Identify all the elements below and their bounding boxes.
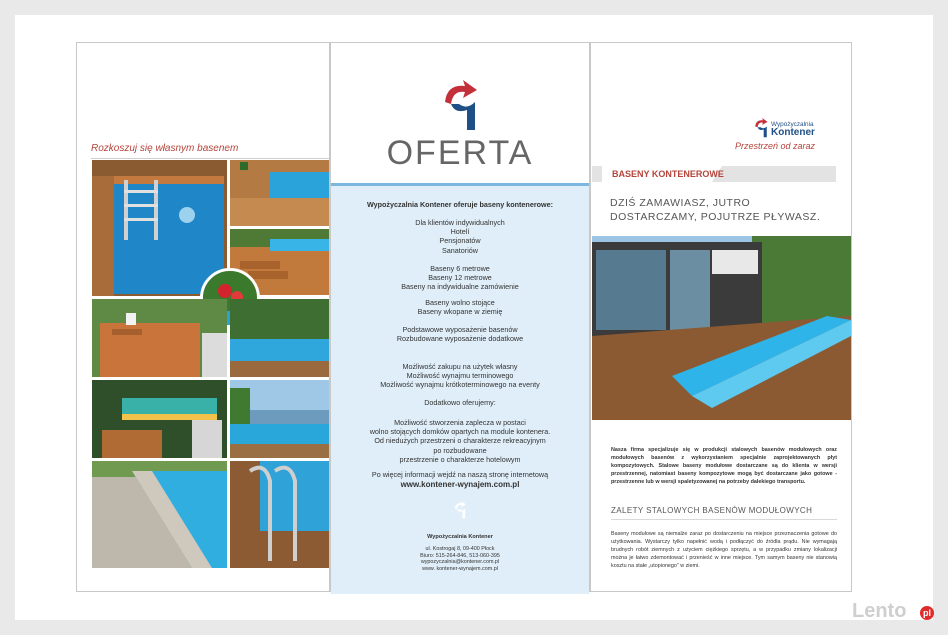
pool-photo-lake [230, 380, 329, 458]
kontener-logo-icon [437, 80, 483, 132]
pool-photo-deck-top [230, 160, 329, 226]
watermark-text: Lento [852, 600, 907, 622]
sizes-list: Baseny 6 metrowe Baseny 12 metrowe Baseny na indywidualne zamówienie [401, 264, 519, 292]
brand-logo [752, 118, 838, 140]
pool-photo-night [92, 380, 227, 458]
slogan: Przestrzeń od zaraz [735, 141, 816, 151]
small-logo-icon [452, 500, 468, 520]
pool-photo-garden [230, 299, 329, 377]
types-list: Baseny wolno stojące Baseny wkopane w ziemię [417, 298, 503, 317]
banner-title: BASENY KONTENEROWE [612, 169, 724, 179]
pool-photo-ladder [92, 160, 227, 296]
advantages-heading: ZALETY STALOWYCH BASENÓW MODUŁOWYCH [611, 506, 813, 515]
offer-title: OFERTA [386, 134, 534, 172]
extra-list: Możliwość stworzenia zaplecza w postaci wolno stojących domków opartych na module kontenera. Od niedużych przestrzeni o charakterze rekreacyjnym po rozbudowane przestrzenie o charakterze hotelowym [369, 418, 551, 464]
purchase-list: Możliwość zakupu na użytek własny Możliwość wynajmu terminowego Możliwość wynajmu krótkoterminowego na eventy [380, 362, 540, 390]
more-info: Po więcej informacji wejdź na naszą stronę internetową [371, 470, 549, 479]
contact-name: Wypożyczalnia Kontener [427, 534, 493, 540]
left-tagline: Rozkoszuj się własnym basenem [91, 143, 239, 154]
watermark-badge: pl [920, 606, 934, 620]
website-link[interactable]: www.kontener-wynajem.com.pl [400, 480, 520, 489]
divider [91, 158, 329, 159]
pool-photo-rails [230, 461, 329, 568]
offer-intro: Wypożyczalnia Kontener oferuje baseny kontenerowe: [367, 200, 553, 209]
pool-photo-long [92, 461, 227, 568]
brand-logo-line2: Kontener [771, 127, 815, 138]
advantages-paragraph: Baseny modułowe są niemalże zaraz po dostarczeniu na miejsce przeznaczenia gotowe do użytkowania. Wystarczy tylko napełnić wodą i podłączyć do źródła prądu. Nie wymagają brudnych robót ziemnych z użyciem ciężkiego sprzętu, a w przypadku zmiany lokalizacji można je łatwo zdemontować i przenieść w inne miejsce. Tym samym baseny nie stanowią kosztu na stałe „utopionego” w ziemi. [611, 531, 837, 569]
headline: DZIŚ ZAMAWIASZ, JUTRO DOSTARCZAMY, POJUTRZE PŁYWASZ. [610, 197, 821, 223]
divider [611, 519, 837, 520]
equipment-list: Podstawowe wyposażenie basenów Rozbudowane wyposażenie dodatkowe [396, 325, 524, 344]
brand-logo-line1: Wypożyczalnia [771, 121, 814, 128]
contact-block: ul. Kostrogaj 8, 09-400 Płock Biuro: 515-264-846, 513-060-395 wypozyczalnia@kontener.com.pl www. kontener-wynajem.com.pl [420, 546, 500, 572]
brand-logo-icon [752, 118, 770, 138]
pool-photo-wooden-deck [92, 299, 227, 377]
extra-title: Dodatkowo oferujemy: [424, 398, 496, 407]
intro-paragraph: Nasza firma specjalizuje się w produkcji stalowych basenów modułowych oraz modułowych basenów z wykorzystaniem specjalnie zaprojektowanych płyt kompozytowych. Stalowe baseny modułowe dostarczane są do klienta w wersji przestrzennej, natomiast baseny kompozytowe mogą być dostarczane jako gotowe - przestrzenne lub w wersji spaletyzowanej na potrzeby dalekiego transportu. [611, 447, 837, 485]
clients-list: Dla klientów indywidualnych Hotelí Pensjonatów Sanatoriów [415, 218, 505, 255]
main-pool-photo [592, 236, 851, 420]
